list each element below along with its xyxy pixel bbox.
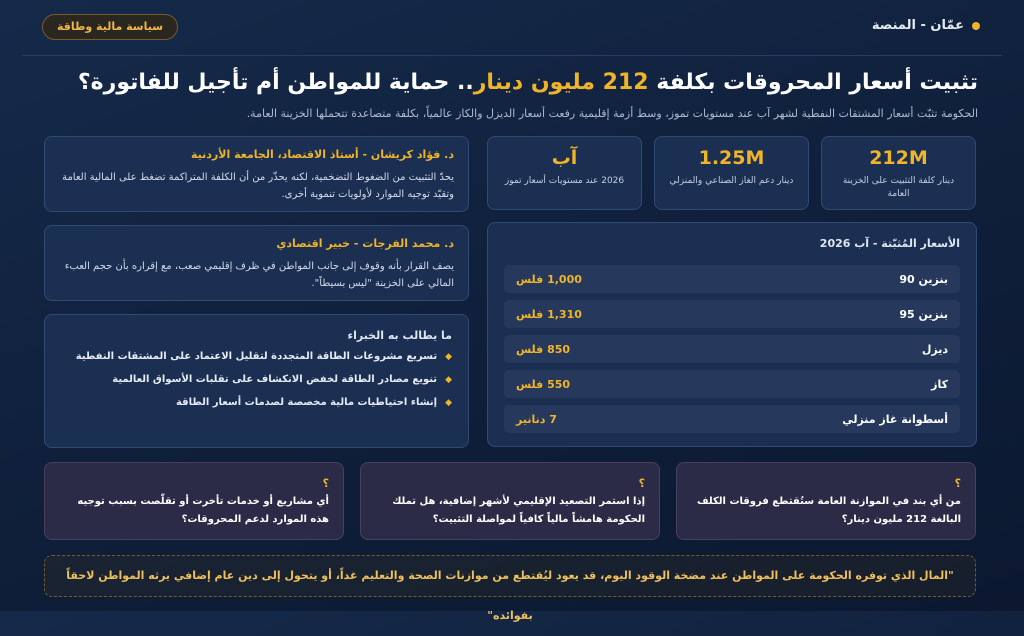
expert-demands-card xyxy=(44,314,469,448)
price-value: 550 فلس xyxy=(516,377,571,391)
closing-quote: "المال الذي توفره الحكومة على المواطن عند مضخة الوقود اليوم، قد يعود ليُقتطع من موازنات الصحة والتعليم غداً، أو يتحول إلى دين عام إضافي يرثه المواطن لاحقاً بفوائده" xyxy=(44,555,976,597)
demand-item xyxy=(76,351,452,362)
price-row xyxy=(504,335,960,363)
question-card xyxy=(360,462,660,540)
demands-title: ما يطالب به الخبراء xyxy=(347,329,452,342)
expert-text: يصف القرار بأنه وقوف إلى جانب المواطن في ظرف إقليمي صعب، مع إقراره بأن حجم العبء المالي على الخزينة "ليس بسيطاً". xyxy=(64,261,454,289)
question-mark-icon: ؟ xyxy=(638,477,645,490)
stat-card-month xyxy=(487,136,642,210)
page-frame xyxy=(22,0,1002,622)
demand-item xyxy=(176,397,452,408)
expert-text: يحدّ التثبيت من الضغوط التضخمية، لكنه يحذّر من أن الكلفة المتراكمة تضغط على المالية العامة وتقيّد توجيه الموارد لأولويات تنموية أخرى. xyxy=(62,172,454,200)
price-value: 1,310 فلس xyxy=(516,307,582,321)
category-tag[interactable]: سياسة مالية وطاقة xyxy=(42,14,178,40)
headline-part-1: تثبيت أسعار المحروقات بكلفة xyxy=(648,70,978,95)
top-bar xyxy=(22,0,1002,56)
headline xyxy=(78,70,978,95)
location-label: عمّان - المنصة xyxy=(871,18,964,33)
question-text: إذا استمر التصعيد الإقليمي لأشهر إضافية، هل تملك الحكومة هامشاً مالياً كافياً لمواصلة التثبيت؟ xyxy=(392,496,645,525)
price-name: أسطوانة غاز منزلي xyxy=(842,412,948,426)
price-value: 1,000 فلس xyxy=(516,272,582,286)
stat-value: 212M xyxy=(869,147,928,169)
demand-text: إنشاء احتياطيات مالية مخصصة لصدمات أسعار الطاقة xyxy=(175,397,438,408)
subtitle: الحكومة تثبّت أسعار المشتقات النفطية لشهر آب عند مستويات تموز، وسط أزمة إقليمية رفعت أسعار الديزل والكاز عالمياً، بكلفة متصاعدة تتحملها الخزينة العامة. xyxy=(246,107,978,120)
demand-text: تنويع مصادر الطاقة لخفض الانكشاف على تقلبات الأسواق العالمية xyxy=(112,374,438,385)
expert-name: د. فؤاد كريشان - أستاذ الاقتصاد، الجامعة الأردنية xyxy=(191,148,454,161)
expert-name: د. محمد الفرجات - خبير اقتصادي xyxy=(276,237,454,250)
diamond-bullet-icon: ◆ xyxy=(445,374,452,385)
question-card xyxy=(676,462,976,540)
price-value: 850 فلس xyxy=(516,342,571,356)
fixed-prices-card xyxy=(487,222,977,447)
expert-card-kraishan xyxy=(44,136,469,212)
price-value: 7 دنانير xyxy=(516,412,557,426)
headline-highlight: 212 مليون دينار xyxy=(473,70,649,95)
location xyxy=(872,18,980,33)
expert-card-farajat xyxy=(44,225,469,301)
question-text: أي مشاريع أو خدمات تأخرت أو تقلّصت بسبب توجيه هذه الموارد لدعم المحروقات؟ xyxy=(77,496,329,525)
demand-item xyxy=(112,374,452,385)
price-row xyxy=(504,300,960,328)
price-name: بنزين 90 xyxy=(899,272,948,286)
price-name: ديزل xyxy=(921,342,948,356)
diamond-bullet-icon: ◆ xyxy=(445,397,452,408)
stat-label: دينار دعم الغاز الصناعي والمنزلي xyxy=(669,176,794,186)
price-row xyxy=(504,265,960,293)
headline-part-2: .. حماية للمواطن أم تأجيل للفاتورة؟ xyxy=(77,70,474,95)
question-text: من أي بند في الموازنة العامة ستُقتطع فروقات الكلف البالغة 212 مليون دينار؟ xyxy=(696,496,961,525)
stat-value: 1.25M xyxy=(698,147,765,169)
demand-text: تسريع مشروعات الطاقة المتجددة لتقليل الاعتماد على المشتقات النفطية xyxy=(75,351,438,362)
stat-card-cost xyxy=(821,136,976,210)
price-row xyxy=(504,405,960,433)
question-card xyxy=(44,462,344,540)
prices-title: الأسعار المُثبّتة - آب 2026 xyxy=(819,237,960,250)
stat-card-gas-support xyxy=(654,136,809,210)
stat-label: 2026 عند مستويات أسعار تموز xyxy=(504,176,625,186)
diamond-bullet-icon: ◆ xyxy=(445,351,452,362)
price-row xyxy=(504,370,960,398)
price-name: كاز xyxy=(931,377,948,391)
stat-label: دينار كلفة التثبيت على الخزينة العامة xyxy=(842,176,955,199)
question-mark-icon: ؟ xyxy=(322,477,329,490)
question-mark-icon: ؟ xyxy=(954,477,961,490)
stat-value: آب xyxy=(551,147,578,169)
location-dot-icon xyxy=(972,22,980,30)
price-name: بنزين 95 xyxy=(899,307,948,321)
